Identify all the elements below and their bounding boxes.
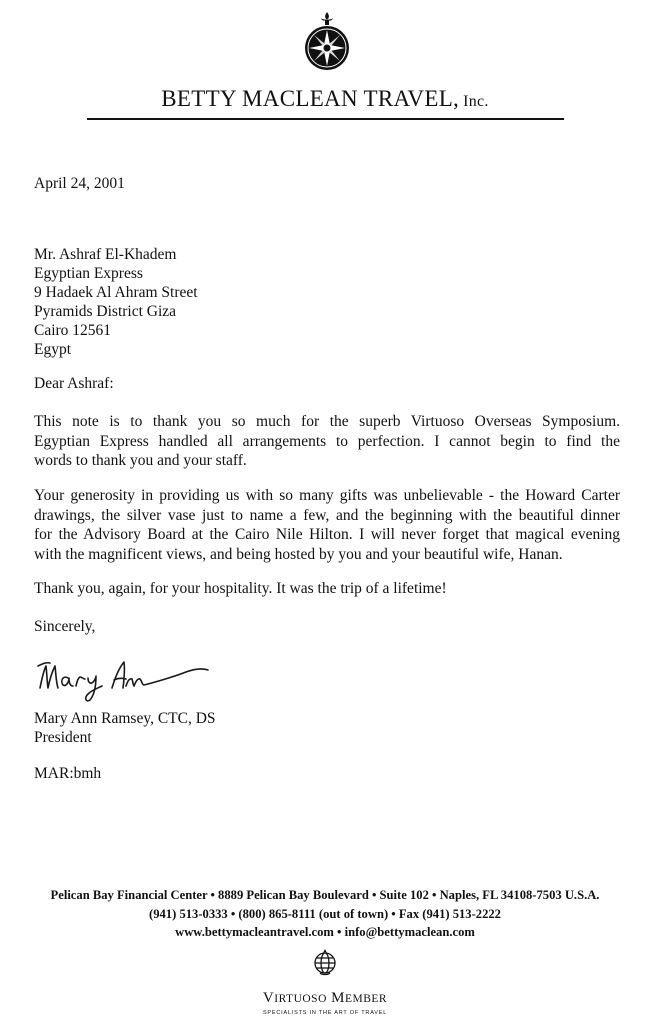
paragraph-line: This note is to thank you so much for the superb Virtuoso Overseas Symposium. [34,413,620,430]
paragraph-line: words to thank you and your staff. [34,452,247,469]
recipient-address [34,245,198,359]
reference-initials: MAR:bmh [34,765,102,782]
salutation: Dear Ashraf: [34,375,114,392]
address-line: 9 Hadaek Al Ahram Street [34,284,198,301]
paragraph-line: drawings, the silver vase just to name a few, and the beginning with the beautiful dinner [34,506,620,524]
footer-phone: (941) 513-0333 • (800) 865-8111 (out of town) • Fax (941) 513-2222 [149,907,501,921]
letterhead-divider [87,118,564,120]
company-suffix: Inc. [463,93,489,110]
body-paragraph [34,412,620,471]
company-name: BETTY MACLEAN TRAVEL, Inc. [161,86,489,111]
paragraph-line: with the magnificent views, and being hosted by you and your beautiful wife, Hanan. [34,545,563,563]
paragraph-line: Thank you, again, for your hospitality. It was the trip of a lifetime! [34,580,447,597]
address-line: Pyramids District Giza [34,303,177,320]
footer-address: Pelican Bay Financial Center • 8889 Pelican Bay Boulevard • Suite 102 • Naples, FL 34108-7503 U.S.A. [50,888,600,902]
letter-date: April 24, 2001 [34,175,125,192]
paragraph-line: Egyptian Express handled all arrangements to perfection. I cannot begin to find the [34,432,620,450]
address-line: Egypt [34,341,72,358]
closing: Sincerely, [34,618,96,635]
virtuoso-globe-icon [311,948,339,976]
address-line: Cairo 12561 [34,322,112,339]
body-paragraph [34,486,620,564]
compass-rose-icon [300,10,354,76]
footer-web: www.bettymacleantravel.com • info@bettymaclean.com [175,925,475,939]
paragraph-line: for the Advisory Board at the Cairo Nile Hilton. I will never forget that magical evening [34,526,620,543]
signer-name: Mary Ann Ramsey, CTC, DS [34,710,216,727]
paragraph-line: Your generosity in providing us with so many gifts was unbelievable - the Howard Carter [34,487,620,504]
signer-title: President [34,729,92,746]
virtuoso-tagline: SPECIALISTS IN THE ART OF TRAVEL [262,1010,388,1016]
handwritten-signature [36,648,216,704]
virtuoso-member-wordmark: VIRTUOSO MEMBER [262,990,388,1006]
body-paragraph [34,579,620,599]
address-line: Egyptian Express [34,265,143,282]
signer-block [34,709,216,747]
address-line: Mr. Ashraf El-Khadem [34,246,177,263]
